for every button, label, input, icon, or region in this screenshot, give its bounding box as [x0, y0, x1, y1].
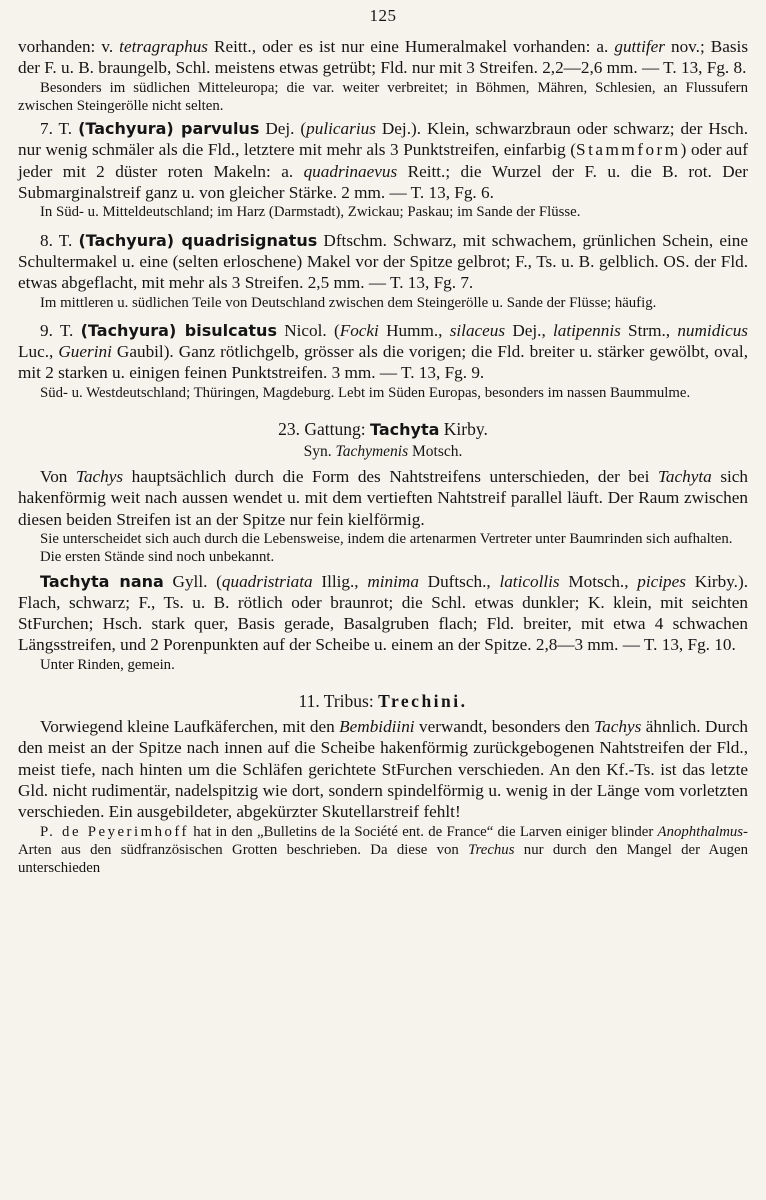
text: Nicol. (: [276, 320, 340, 340]
species-name: (Tachyura) quadrisignatus: [78, 230, 318, 250]
text: ) oder auf jeder mit 2 düster roten Makeln: a.: [18, 140, 748, 181]
synonym: quadristriata: [221, 571, 313, 591]
species-8-entry: [18, 230, 748, 294]
genus-author: Kirby.: [439, 419, 488, 440]
text: Strm.,: [620, 320, 678, 340]
taxon-name: tetragraphus: [119, 37, 208, 56]
intro-paragraph: [18, 36, 748, 79]
species-7-note: In Süd- u. Mitteldeutschland; im Harz (Darmstadt), Zwickau; Paskau; im Sande der Flüsse.: [40, 204, 581, 221]
synonym: Tachymenis: [335, 443, 409, 461]
text: Dej.,: [505, 320, 553, 340]
text: hauptsächlich durch die Form des Nahtstreifens unterschieden, der bei: [123, 467, 658, 487]
spaced-term: Stammform: [576, 140, 681, 160]
genus-name: Tachyta: [370, 420, 440, 440]
genus-description: [18, 466, 748, 530]
text: Vorwiegend kleine Laufkäferchen, mit den: [40, 717, 340, 737]
author-name: P. de Peyerimhoff: [40, 823, 189, 840]
text: Von: [40, 467, 76, 487]
text: Dej.). Klein, schwarzbraun oder schwarz; der Hsch. nur wenig schmäler als die Fld., letztere mit mehr als 3 Punktstreifen, einfarbig (: [18, 119, 749, 160]
tribe-label: 11. Tribus:: [298, 691, 379, 712]
species-9-entry: [18, 320, 748, 384]
species-9-note: Süd- u. Westdeutschland; Thüringen, Magdeburg. Lebt im Süden Europas, besonders im nassen Baummulme.: [40, 384, 691, 401]
text: Motsch.: [408, 443, 463, 461]
page-number: 125: [369, 6, 397, 25]
text: Dej. (: [259, 119, 307, 139]
taxon-name: Trechus: [468, 841, 515, 858]
species-number: 7. T.: [40, 119, 79, 139]
synonym: numidicus: [677, 320, 748, 340]
taxon-name: Tachys: [75, 467, 124, 487]
species-number: 9. T.: [40, 320, 81, 340]
text: Humm.,: [378, 320, 450, 340]
intro-distribution-note: Besonders im südlichen Mitteleuropa; die var. weiter verbreitet; in Böhmen, Mähren, Schlesien, an Flussufern zwischen Steingerölle nicht selten.: [18, 79, 748, 114]
tachyta-nana-note: Unter Rinden, gemein.: [40, 656, 175, 673]
text: Motsch.,: [559, 571, 638, 591]
synonym: latipennis: [553, 320, 621, 340]
aberration-name: quadrinaevus: [303, 161, 398, 181]
species-name: (Tachyura) bisulcatus: [80, 320, 277, 340]
text: Dftschm. Schwarz, mit schwachem, grünlichen Schein, eine Schultermakel u. eine (selten erloschene) Makel vor der Spitze gelbrot; F., Ts. u. B. gelblich. OS. der Fld. etwas abgeflacht, mit mehr als 3 Streifen. 2,5 mm. — T. 13, Fg. 7.: [18, 230, 748, 293]
synonym: silaceus: [449, 320, 506, 340]
text: sich hakenförmig weit nach aussen wendet u. mit dem vertieften Nahtstreif parallel läuft. Der Raum zwischen diesen beiden Streifen ist an der Spitze nur fein kielförmig.: [18, 467, 749, 529]
synonym: minima: [367, 571, 419, 591]
species-number: 8. T.: [40, 230, 79, 250]
tribe-description: [18, 716, 748, 822]
text: verwandt, besonders den: [414, 717, 595, 737]
text: Luc.,: [18, 342, 59, 362]
genus-note-2: Die ersten Stände sind noch unbekannt.: [40, 549, 275, 566]
text: Illig.,: [312, 571, 368, 591]
text: hat in den „Bulletins de la Société ent. de France“ die Larven einiger blinder: [188, 823, 658, 840]
tribe-larvae-note: [18, 823, 748, 878]
text: nov.; Basis der F. u. B. braungelb, Schl. meistens etwas getrübt; Fld. nur mit 3 Streifen. 2,2—2,6 mm. — T. 13, Fg. 8.: [18, 37, 749, 78]
text: Kirby.). Flach, schwarz; F., Ts. u. B. rötlich oder braunrot; die Schl. etwas dunkler; K. klein, mit seichten StFurchen; Hsch. stark quer, Basis gerade, Basalgruben flach; Fld. breiter, mit etwa 4 schwachen Längsstreifen, und 2 Porenpunkten auf der Scheibe u. einem an der Spitze. 2,8—3 mm. — T. 13, Fg. 10.: [18, 571, 748, 655]
genus-label: 23. Gattung:: [278, 419, 370, 440]
taxon-name: Bembidiini: [339, 717, 415, 737]
synonym: Guerini: [58, 342, 112, 362]
tribe-heading: [18, 690, 748, 712]
text: Gaubil). Ganz rötlichgelb, grösser als die vorigen; die Fld. breiter u. stärker gewölbt, oval, mit 2 starken u. einigen feinen Punktstreifen. 3 mm. — T. 13, Fg. 9.: [18, 342, 748, 383]
text: Duftsch.,: [418, 571, 500, 591]
taxon-name: Tachys: [594, 717, 642, 737]
genus-note-1: Sie unterscheidet sich auch durch die Lebensweise, indem die artenarmen Vertreter unter Baumrinden sich aufhalten.: [40, 530, 733, 547]
taxon-name: Tachyta: [657, 467, 712, 487]
synonym: pulicarius: [306, 119, 376, 139]
text: -Arten aus den südfranzösischen Grotten beschrieben. Da diese von: [18, 823, 748, 858]
species-8-note: Im mittleren u. südlichen Teile von Deutschland zwischen dem Steingerölle u. Sande der Flüsse; häufig.: [40, 294, 657, 311]
text: Reitt.; die Wurzel der F. u. die B. rot. Der Submarginalstreif ganz u. von gleicher Stärke. 2 mm. — T. 13, Fg. 6.: [18, 161, 748, 203]
text: nur durch den Mangel der Augen unterschieden: [18, 841, 749, 877]
species-7-entry: [18, 118, 748, 203]
genus-synonym: [18, 441, 748, 462]
synonym: picipes: [637, 571, 686, 591]
synonym: Focki: [339, 320, 379, 340]
taxon-name: Anophthalmus: [657, 823, 744, 840]
tachyta-nana-entry: [18, 571, 748, 656]
synonym: laticollis: [499, 571, 560, 591]
text: Syn.: [303, 443, 336, 461]
species-name: (Tachyura) parvulus: [78, 119, 260, 139]
text: vorhanden: v.: [18, 37, 120, 56]
text: Reitt., oder es ist nur eine Humeralmakel vorhanden: a.: [207, 37, 615, 56]
species-name: Tachyta nana: [40, 571, 164, 591]
text: Gyll. (: [163, 571, 222, 591]
tribe-name: Trechini.: [378, 691, 468, 712]
genus-heading: [18, 418, 748, 441]
taxon-name: guttifer: [614, 37, 665, 56]
text: ähnlich. Durch den meist an der Spitze nach innen auf die Scheibe hakenförmig zurückgebogenen Nahtstreifen der Fld., meist tiefe, nach hinten um die Schläfen gerichtete StFurchen verschieden. An den Kf.-Ts. ist das letzte Gld. nicht rudimentär, nadelspitzig wie dort, sondern spindelförmig u. wenig in der Länge vom vorletzten verschieden. Ein ausgebildeter, abgekürzter Skutellarstreif fehlt!: [18, 717, 748, 822]
